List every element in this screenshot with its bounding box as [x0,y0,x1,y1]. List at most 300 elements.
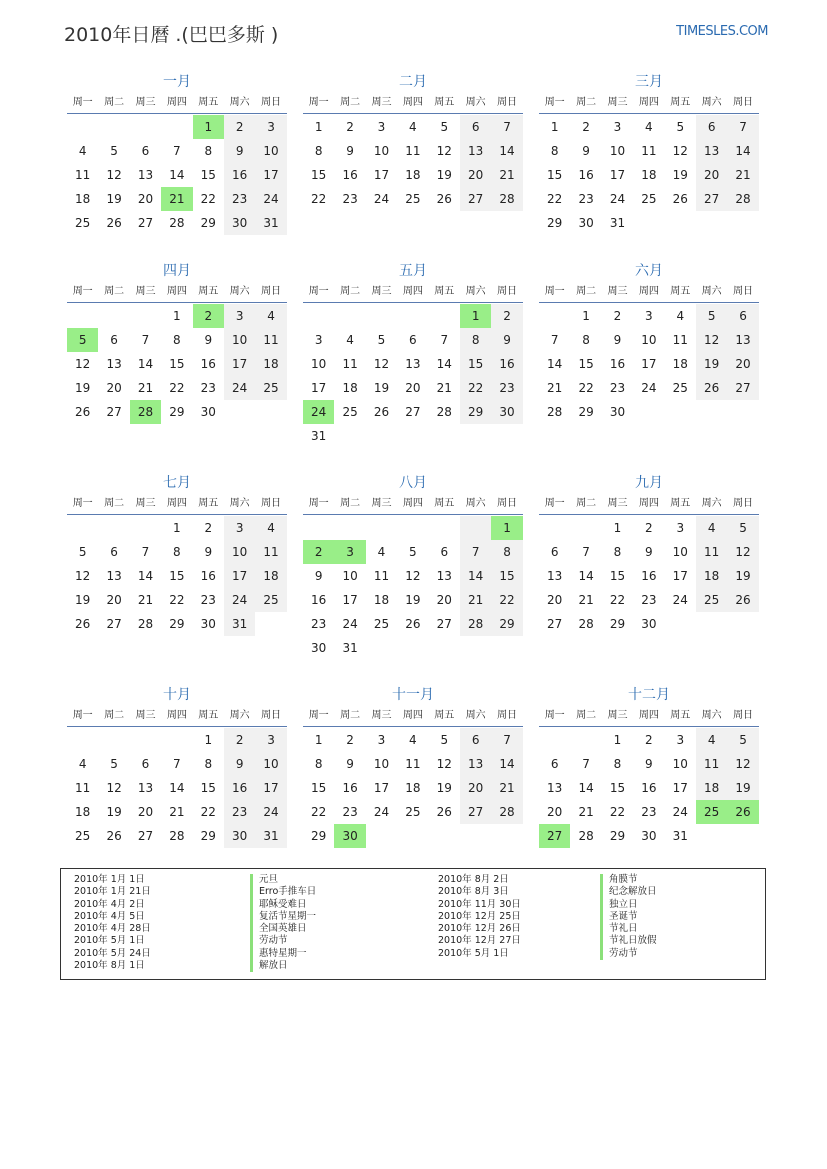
weekday-label: 周二 [340,97,361,108]
day-cell: 17 [224,352,255,376]
day-cell: 31 [255,824,286,848]
day-cell: 4 [696,516,727,540]
weekday-label: 周日 [261,710,282,721]
day-cell: 11 [255,540,286,564]
day-cell: 10 [609,144,626,158]
day-cell: 9 [645,545,653,559]
day-cell: 27 [137,829,154,843]
empty-cell [460,824,491,848]
day-cell: 10 [373,757,390,771]
weekday-label: 周四 [638,286,659,297]
day-cell: 16 [342,781,358,795]
day-cell: 11 [373,569,390,583]
weekday-label: 周日 [261,498,282,509]
weekday-label: 周五 [670,286,691,297]
day-cell: 13 [405,357,421,371]
holiday-name: 独立日 [600,899,657,911]
weekday-label: 周四 [402,710,423,721]
day-cell: 13 [137,168,154,182]
empty-cell [366,636,397,660]
empty-cell [67,115,98,139]
day-cell: 1 [314,120,323,134]
day-cell: 27 [547,617,563,631]
day-cell: 1 [582,309,590,323]
empty-cell [397,636,428,660]
day-cell: 25 [342,405,358,419]
day-grid [539,303,759,424]
weekday-label: 周三 [607,97,628,108]
weekday-label: 周六 [701,286,722,297]
day-cell: 14 [137,569,154,583]
day-grid [303,114,523,211]
day-cell: 6 [409,333,417,347]
empty-cell [130,304,161,328]
holiday-name: 复活节星期一 [250,911,316,923]
day-grid [67,114,287,235]
weekday-label: 周五 [198,498,219,509]
empty-cell [570,728,601,752]
weekday-label: 周二 [576,286,597,297]
holiday-day-cell: 21 [161,187,192,211]
holiday-names-left [250,874,316,972]
weekday-header [67,92,287,114]
holiday-day-cell: 30 [334,824,365,848]
day-cell: 10 [255,139,286,163]
day-cell: 21 [460,588,491,612]
day-cell: 9 [613,333,622,347]
day-cell: 2 [346,733,354,747]
holiday-day-cell: 1 [460,304,491,328]
day-cell: 20 [547,593,563,607]
day-cell: 28 [578,829,594,843]
day-grid [67,727,287,848]
day-cell: 21 [491,776,522,800]
day-grid [303,727,523,848]
holiday-day-cell: 26 [727,800,758,824]
day-grid [67,303,287,424]
day-cell: 8 [582,333,590,347]
holiday-name: 耶稣受难日 [250,899,316,911]
empty-cell [98,115,129,139]
weekday-label: 周六 [701,97,722,108]
empty-cell [366,824,397,848]
day-cell: 28 [491,800,522,824]
empty-cell [255,400,286,424]
empty-cell [665,400,696,424]
month-block [303,473,523,660]
weekday-label: 周四 [638,498,659,509]
empty-cell [539,728,570,752]
holiday-day-cell: 5 [67,328,98,352]
day-cell: 6 [550,757,559,771]
day-cell: 18 [405,168,421,182]
day-cell: 5 [377,333,386,347]
day-cell: 13 [547,569,563,583]
day-cell: 13 [460,752,491,776]
weekday-label: 周二 [340,498,361,509]
day-cell: 18 [696,776,727,800]
day-grid [303,515,523,660]
weekday-label: 周一 [308,710,329,721]
day-cell: 2 [491,304,522,328]
day-cell: 23 [491,376,522,400]
day-cell: 22 [491,588,522,612]
day-cell: 3 [645,309,653,323]
day-cell: 8 [314,757,323,771]
day-cell: 24 [641,381,657,395]
day-cell: 28 [460,612,491,636]
month-block [539,473,759,636]
empty-cell [161,115,192,139]
weekday-label: 周五 [434,710,455,721]
day-cell: 18 [255,352,286,376]
day-cell: 3 [377,733,386,747]
day-cell: 3 [224,516,255,540]
empty-cell [429,824,460,848]
day-cell: 22 [311,192,327,206]
day-cell: 9 [224,139,255,163]
weekday-label: 周五 [670,498,691,509]
day-cell: 16 [311,593,327,607]
day-cell: 7 [460,540,491,564]
day-cell: 4 [78,144,87,158]
day-cell: 21 [137,381,154,395]
day-cell: 20 [405,381,421,395]
day-cell: 12 [727,540,758,564]
day-cell: 7 [141,545,150,559]
weekday-label: 周五 [670,710,691,721]
weekday-label: 周日 [261,97,282,108]
month-block [67,261,287,424]
day-cell: 9 [224,752,255,776]
empty-cell [633,211,664,235]
weekday-label: 周六 [229,710,250,721]
day-cell: 30 [609,405,626,419]
empty-cell [460,636,491,660]
weekday-label: 周三 [135,286,156,297]
holiday-date: 2010年 4月 5日 [74,910,145,922]
day-cell: 10 [255,752,286,776]
month-block [303,685,523,848]
day-cell: 7 [173,757,181,771]
day-cell: 12 [436,144,452,158]
weekday-header [67,705,287,727]
day-cell: 10 [311,357,327,371]
day-cell: 16 [224,163,255,187]
day-cell: 15 [491,564,522,588]
weekday-label: 周一 [544,498,565,509]
day-cell: 12 [75,569,91,583]
empty-cell [130,728,161,752]
weekday-label: 周一 [544,97,565,108]
holiday-name: 解放日 [250,960,316,972]
day-cell: 1 [173,309,181,323]
day-cell: 23 [578,192,594,206]
day-cell: 27 [696,187,727,211]
day-cell: 29 [491,612,522,636]
month-name: 十月 [163,687,191,703]
day-cell: 14 [169,168,185,182]
day-cell: 16 [641,781,657,795]
day-cell: 17 [641,357,657,371]
day-cell: 5 [110,144,118,158]
weekday-label: 周五 [198,286,219,297]
day-cell: 21 [137,593,154,607]
holiday-name: 惠特星期一 [250,948,316,960]
day-cell: 23 [641,805,657,819]
holiday-date: 2010年 4月 2日 [74,898,145,910]
day-cell: 10 [672,757,688,771]
weekday-label: 周五 [198,97,219,108]
day-cell: 10 [224,540,255,564]
day-cell: 21 [547,381,563,395]
day-cell: 31 [342,641,358,655]
weekday-label: 周五 [434,498,455,509]
day-cell: 30 [641,617,657,631]
day-cell: 18 [373,593,390,607]
day-cell: 26 [727,588,758,612]
day-cell: 7 [440,333,449,347]
day-cell: 20 [137,805,154,819]
month-name: 十一月 [392,687,434,703]
day-cell: 7 [582,757,590,771]
day-cell: 29 [200,216,216,230]
day-cell: 24 [373,805,390,819]
day-cell: 12 [696,328,727,352]
day-cell: 7 [582,545,590,559]
day-cell: 3 [255,115,286,139]
day-cell: 1 [314,733,323,747]
day-cell: 20 [436,593,452,607]
day-cell: 9 [491,328,522,352]
empty-cell [255,612,286,636]
day-cell: 11 [75,168,91,182]
holiday-day-cell: 28 [130,400,161,424]
day-cell: 22 [609,805,626,819]
empty-cell [460,424,491,448]
holiday-date: 2010年 1月 1日 [74,874,145,885]
weekday-label: 周二 [104,498,125,509]
weekday-label: 周四 [166,97,187,108]
weekday-label: 周一 [72,498,93,509]
weekday-label: 周二 [340,286,361,297]
day-cell: 12 [727,752,758,776]
empty-cell [429,636,460,660]
day-cell: 22 [609,593,626,607]
day-cell: 4 [255,304,286,328]
day-cell: 22 [169,593,185,607]
day-cell: 17 [311,381,327,395]
day-cell: 30 [200,617,216,631]
day-cell: 12 [106,168,122,182]
day-cell: 8 [460,328,491,352]
day-cell: 30 [578,216,594,230]
day-cell: 16 [578,168,594,182]
day-cell: 8 [173,333,181,347]
site-logo[interactable]: TIMESLES.COM [676,24,768,39]
day-cell: 25 [405,805,421,819]
day-cell: 25 [641,192,657,206]
day-cell: 24 [224,376,255,400]
day-cell: 5 [440,120,449,134]
weekday-header [539,92,759,114]
day-cell: 10 [342,569,358,583]
day-cell: 11 [672,333,688,347]
day-cell: 8 [204,757,213,771]
holiday-date: 2010年 11月 30日 [438,898,521,910]
day-cell: 21 [491,163,522,187]
day-cell: 1 [613,521,622,535]
weekday-header [67,493,287,515]
day-cell: 11 [696,752,727,776]
day-cell: 13 [436,569,452,583]
holiday-day-cell: 2 [303,540,334,564]
day-cell: 3 [224,304,255,328]
day-cell: 24 [373,192,390,206]
day-cell: 5 [440,733,449,747]
empty-cell [429,424,460,448]
weekday-label: 周六 [465,97,486,108]
day-cell: 29 [460,400,491,424]
day-cell: 26 [672,192,688,206]
month-block [539,72,759,235]
day-cell: 23 [311,617,327,631]
holiday-day-cell: 3 [334,540,365,564]
holiday-day-cell: 24 [303,400,334,424]
day-cell: 6 [727,304,758,328]
month-name: 七月 [163,475,191,491]
empty-cell [665,211,696,235]
day-cell: 4 [346,333,354,347]
weekday-label: 周四 [402,286,423,297]
weekday-label: 周日 [733,97,754,108]
holiday-date: 2010年 8月 2日 [438,874,509,885]
day-cell: 22 [578,381,594,395]
weekday-label: 周六 [229,498,250,509]
empty-cell [67,304,98,328]
day-cell: 2 [645,521,653,535]
empty-cell [491,636,522,660]
day-cell: 17 [609,168,626,182]
day-cell: 9 [346,757,354,771]
weekday-label: 周日 [497,97,518,108]
day-cell: 26 [373,405,390,419]
day-cell: 11 [641,144,657,158]
day-cell: 23 [200,593,216,607]
day-cell: 22 [311,805,327,819]
day-cell: 7 [491,115,522,139]
day-cell: 6 [141,757,150,771]
day-cell: 17 [255,776,286,800]
holiday-date: 2010年 8月 1日 [74,960,145,972]
holiday-name: 全国英雄日 [250,923,316,935]
day-grid [67,515,287,636]
weekday-label: 周三 [135,97,156,108]
month-block [539,685,759,848]
day-cell: 2 [224,728,255,752]
day-cell: 13 [106,569,122,583]
day-cell: 13 [696,139,727,163]
day-grid [539,114,759,235]
day-cell: 23 [641,593,657,607]
empty-cell [696,400,727,424]
day-cell: 26 [405,617,421,631]
day-cell: 10 [224,328,255,352]
day-cell: 9 [346,144,354,158]
day-cell: 14 [578,781,594,795]
weekday-label: 周日 [733,498,754,509]
empty-cell [429,304,460,328]
day-cell: 22 [547,192,563,206]
day-cell: 15 [311,781,327,795]
day-cell: 4 [409,120,417,134]
day-cell: 16 [342,168,358,182]
day-cell: 19 [436,168,452,182]
weekday-label: 周四 [166,710,187,721]
day-cell: 8 [613,757,622,771]
day-cell: 1 [550,120,559,134]
day-cell: 2 [645,733,653,747]
holiday-name: 节礼日放假 [600,935,657,947]
weekday-label: 周一 [308,97,329,108]
weekday-label: 周三 [607,286,628,297]
day-cell: 9 [204,333,213,347]
day-cell: 2 [204,521,213,535]
weekday-label: 周四 [402,498,423,509]
holiday-date: 2010年 12月 25日 [438,910,521,922]
day-cell: 21 [578,593,594,607]
empty-cell [491,824,522,848]
weekday-label: 周四 [166,498,187,509]
weekday-label: 周五 [670,97,691,108]
empty-cell [397,516,428,540]
weekday-label: 周三 [371,498,392,509]
weekday-label: 周三 [135,498,156,509]
weekday-label: 周六 [701,498,722,509]
day-cell: 3 [377,120,386,134]
holiday-date: 2010年 5月 1日 [438,947,509,959]
weekday-label: 周一 [308,286,329,297]
day-cell: 28 [578,617,594,631]
day-cell: 6 [141,144,150,158]
empty-cell [570,516,601,540]
holiday-name: 节礼日 [600,923,657,935]
day-cell: 4 [78,757,87,771]
empty-cell [98,516,129,540]
day-cell: 1 [204,733,213,747]
weekday-label: 周一 [544,286,565,297]
day-cell: 3 [314,333,323,347]
weekday-label: 周一 [544,710,565,721]
day-cell: 26 [436,192,452,206]
weekday-header [303,281,523,303]
day-cell: 11 [405,757,421,771]
weekday-label: 周二 [104,97,125,108]
day-cell: 30 [491,400,522,424]
holiday-date: 2010年 8月 3日 [438,886,509,898]
empty-cell [491,424,522,448]
empty-cell [98,728,129,752]
month-block [67,473,287,636]
weekday-label: 周五 [434,286,455,297]
day-cell: 29 [547,216,563,230]
empty-cell [224,400,255,424]
day-cell: 14 [436,357,452,371]
day-cell: 3 [255,728,286,752]
day-cell: 31 [311,429,327,443]
day-cell: 13 [460,139,491,163]
empty-cell [130,115,161,139]
